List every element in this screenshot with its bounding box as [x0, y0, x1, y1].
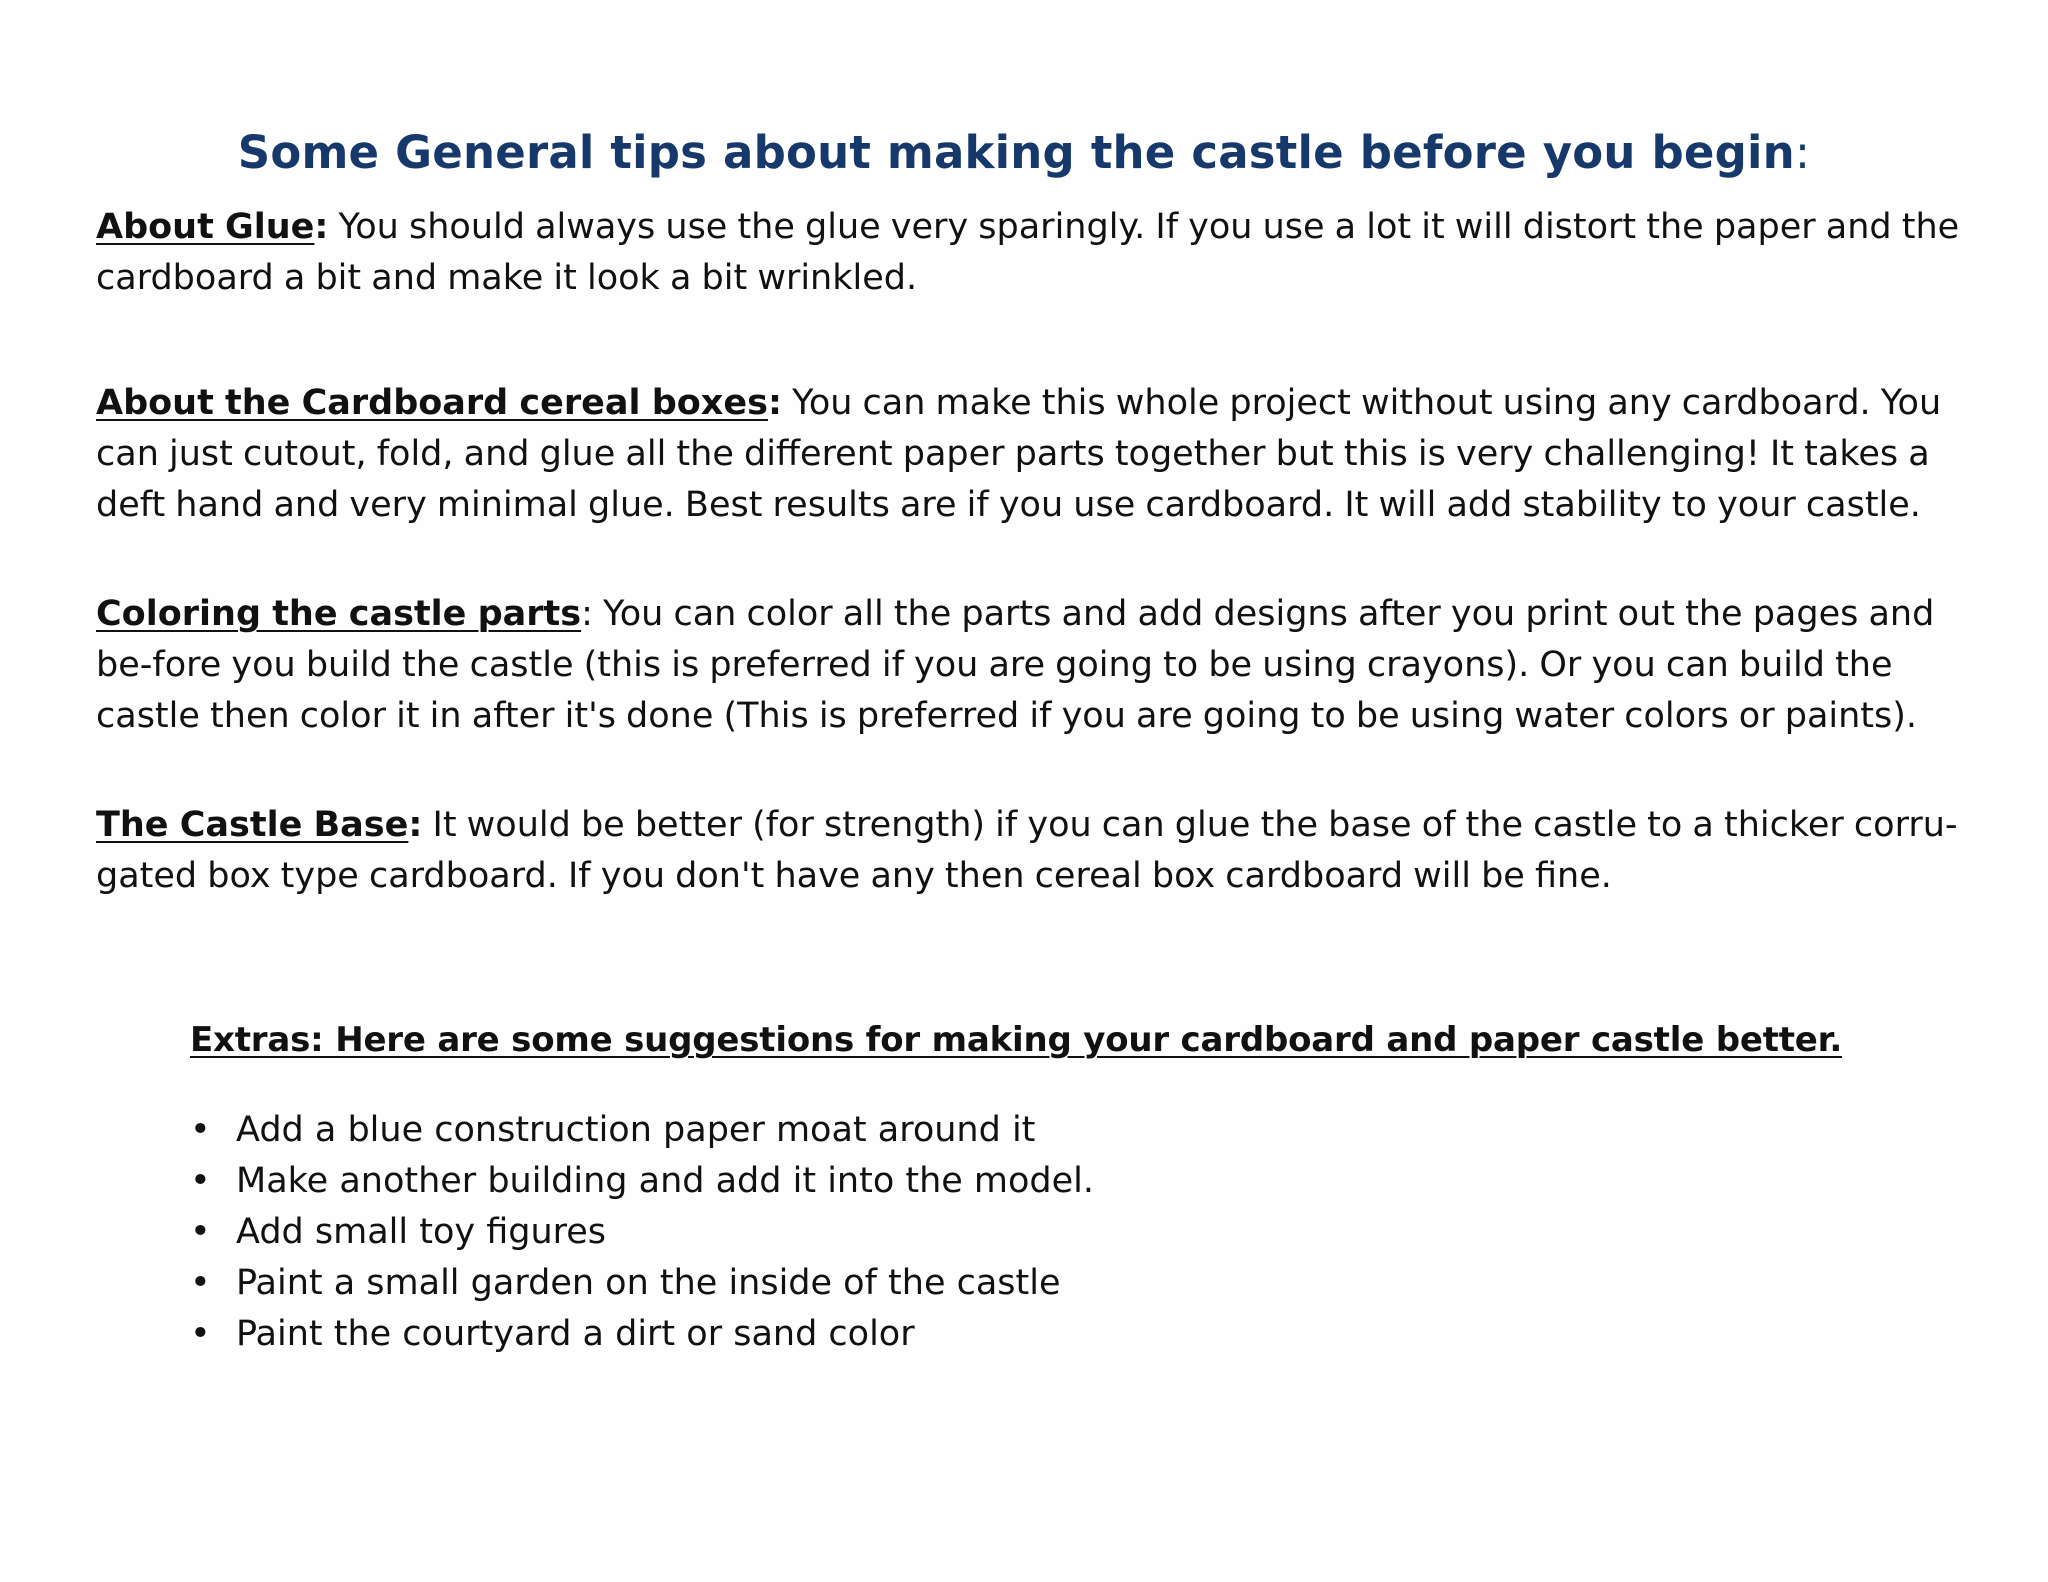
list-item — [190, 1105, 1094, 1156]
tip-heading: About Glue — [96, 207, 315, 247]
bullet-icon: • — [190, 1263, 211, 1303]
list-item — [190, 1258, 1094, 1309]
tip-heading-colon: : — [314, 207, 329, 247]
tip-heading: About the Cardboard cereal boxes — [96, 383, 768, 423]
list-item — [190, 1156, 1094, 1207]
extras-heading: Extras: Here are some suggestions for making your cardboard and paper castle better. — [190, 1020, 1843, 1060]
list-item-text: Make another building and add it into the model. — [236, 1161, 1095, 1201]
list-item-text: Add a blue construction paper moat around it — [236, 1110, 1036, 1150]
tip-castle-base — [96, 800, 1966, 902]
tip-body: You can color all the parts and add designs after you print out the pages and be-fore you build the castle (this is preferred if you are going to be using crayons). Or you can build the castle then color it in after it's done (This is preferred if you are going to be using water colors or paints). — [96, 594, 1935, 736]
list-item-text: Paint a small garden on the inside of the castle — [236, 1263, 1061, 1303]
bullet-icon: • — [190, 1314, 211, 1354]
tip-heading: The Castle Base — [96, 805, 409, 845]
page-title — [0, 126, 2048, 179]
tip-about-glue — [96, 202, 1966, 304]
extras-list — [190, 1105, 1094, 1360]
bullet-icon: • — [190, 1110, 211, 1150]
page-title-colon: : — [1794, 126, 1811, 179]
list-item — [190, 1207, 1094, 1258]
tip-coloring-castle-parts — [96, 589, 1966, 742]
list-item — [190, 1309, 1094, 1360]
list-item-text: Paint the courtyard a dirt or sand color — [236, 1314, 915, 1354]
tip-heading-colon: : — [581, 594, 593, 634]
bullet-icon: • — [190, 1161, 211, 1201]
tip-heading-colon: : — [408, 805, 423, 845]
tip-body: You can make this whole project without using any cardboard. You can just cutout, fold, and glue all the different paper parts together but this is very challenging! It takes a deft hand and very minimal glue. Best results are if you use cardboard. It will add stability to your castle. — [96, 383, 1942, 525]
tip-heading: Coloring the castle parts — [96, 594, 582, 634]
bullet-icon: • — [190, 1212, 211, 1252]
tip-cardboard-cereal-boxes — [96, 378, 1966, 531]
tip-heading-colon: : — [767, 383, 782, 423]
list-item-text: Add small toy figures — [236, 1212, 607, 1252]
tip-body: You should always use the glue very sparingly. If you use a lot it will distort the paper and the cardboard a bit and make it look a bit wrinkled. — [96, 207, 1960, 298]
tip-body: It would be better (for strength) if you can glue the base of the castle to a thicker corru-gated box type cardboard. If you don't have any then cereal box cardboard will be fine. — [96, 805, 1958, 896]
page-title-text: Some General tips about making the castle before you begin — [237, 126, 1795, 179]
